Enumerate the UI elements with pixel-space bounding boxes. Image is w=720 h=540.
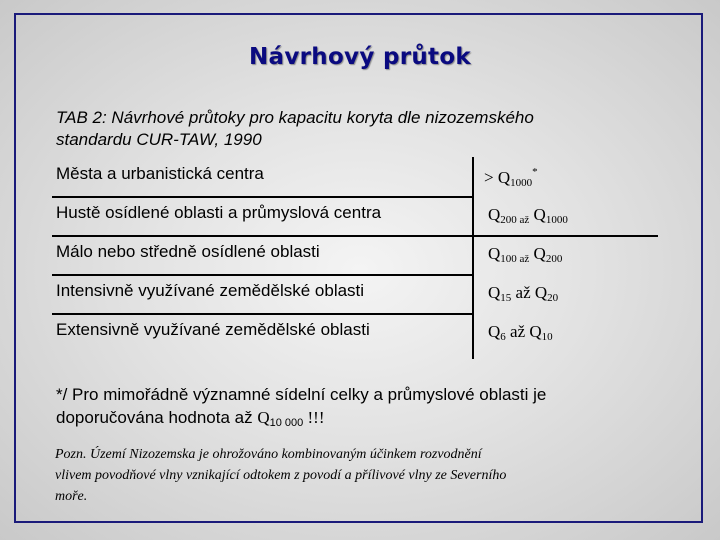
remark-line-3: moře. <box>55 489 88 504</box>
row-category: Hustě osídlené oblasti a průmyslová centra <box>56 203 382 222</box>
row-design-flow: > $Q_{1000}^*$ <box>484 166 538 189</box>
footnote-line-1: */ Pro mimořádně významné sídelní celky a průmyslové oblasti je <box>56 385 547 404</box>
table-row <box>52 157 658 196</box>
caption-line-1: TAB 2: Návrhové průtoky pro kapacitu koryta dle nizozemského <box>56 108 534 127</box>
row-category: Města a urbanistická centra <box>56 164 264 183</box>
footnote <box>56 383 666 435</box>
row-category: Intensivně využívané zemědělské oblasti <box>56 281 365 300</box>
row-category: Málo nebo středně osídlené oblasti <box>56 242 320 261</box>
table-row <box>52 196 658 235</box>
row-design-flow: $Q_{200 až}$ $Q_{1000}$ <box>488 205 568 226</box>
row-design-flow: $Q_{100 až}$ $Q_{200}$ <box>488 244 563 265</box>
footnote-line-2: doporučována hodnota až $Q_{10 000}$ !!! <box>56 408 325 429</box>
row-category: Extensivně využívané zemědělské oblasti <box>56 320 370 339</box>
row-design-flow: $Q_{15}$ až $Q_{20}$ <box>488 283 559 304</box>
table-row <box>52 313 658 352</box>
table-row <box>52 274 658 313</box>
table-row <box>52 235 658 274</box>
remark-line-1: Pozn. Území Nizozemska je ohrožováno kombinovaným účinkem rozvodnění <box>55 447 482 462</box>
caption-line-2: standardu CUR-TAW, 1990 <box>56 130 262 149</box>
design-flow-table <box>52 157 658 352</box>
slide-title: Návrhový průtok <box>248 44 472 70</box>
remark-line-2: vlivem povodňové vlny vznikající odtokem z povodí a přílivové vlny ze Severního <box>55 468 507 483</box>
table-caption <box>56 107 656 151</box>
row-design-flow: $Q_6$ až $Q_{10}$ <box>488 322 553 343</box>
remark <box>55 444 665 507</box>
